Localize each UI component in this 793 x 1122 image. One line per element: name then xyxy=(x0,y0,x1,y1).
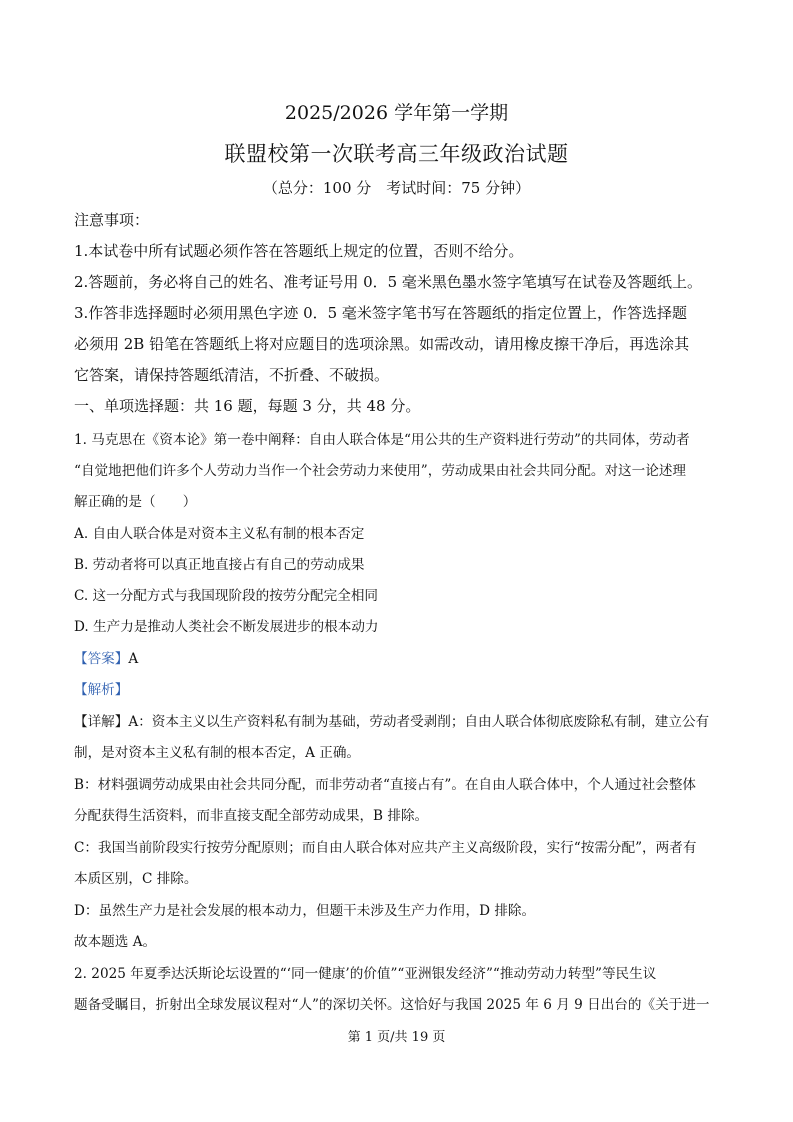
note-item: 必须用 2B 铅笔在答题纸上将对应题目的选项涂黑。如需改动，请用橡皮擦干净后，再选涂其 xyxy=(74,335,690,353)
analysis-line xyxy=(74,710,709,730)
answer-value: A xyxy=(128,651,139,667)
analysis-text: 本质区别，C 排除。 xyxy=(74,871,198,887)
note-item: 2.答题前，务必将自己的姓名、准考证号用 0．5 毫米黑色墨水签字笔填写在试卷及答题纸上。 xyxy=(74,273,702,291)
analysis-text: A：资本主义以生产资料私有制为基础，劳动者受剥削；自由人联合体彻底废除私有制，建立公有 xyxy=(128,714,710,730)
score-time-info: （总分：100 分 考试时间：75 分钟） xyxy=(262,179,531,197)
answer-line xyxy=(74,647,138,667)
analysis-text: 分配获得生活资料，而非直接支配全部劳动成果，B 排除。 xyxy=(74,808,429,824)
analysis-tag: 【解析】 xyxy=(74,682,129,698)
analysis-text: 故本题选 A。 xyxy=(74,934,157,950)
notes-heading: 注意事项： xyxy=(74,211,150,229)
option-d: D. 生产力是推动人类社会不断发展进步的根本动力 xyxy=(74,619,379,635)
exam-title: 联盟校第一次联考高三年级政治试题 xyxy=(224,142,569,166)
answer-tag: 【答案】 xyxy=(74,651,129,667)
question-1-stem: 解正确的是（ ） xyxy=(74,494,197,510)
note-item: 1.本试卷中所有试题必须作答在答题纸上规定的位置，否则不给分。 xyxy=(74,242,524,260)
section-heading: 一、单项选择题：共 16 题，每题 3 分，共 48 分。 xyxy=(74,397,421,415)
year-term-title: 2025/2026 学年第一学期 xyxy=(284,102,509,124)
option-c: C. 这一分配方式与我国现阶段的按劳分配完全相同 xyxy=(74,588,379,604)
analysis-text: B：材料强调劳动成果由社会共同分配，而非劳动者“直接占有”。在自由人联合体中，个人通过社会整体 xyxy=(74,777,697,793)
note-item: 它答案，请保持答题纸清洁，不折叠、不破损。 xyxy=(74,366,390,384)
option-a: A. 自由人联合体是对资本主义私有制的根本否定 xyxy=(74,526,365,542)
detail-tag: 【详解】 xyxy=(74,714,129,730)
analysis-text: 制，是对资本主义私有制的根本否定，A 正确。 xyxy=(74,745,361,761)
question-2-stem: 2. 2025 年夏季达沃斯论坛设置的“‘同一健康’的价值”“亚洲银发经济”“推动劳动力转型”等民生议 xyxy=(74,966,657,982)
option-b: B. 劳动者将可以真正地直接占有自己的劳动成果 xyxy=(74,557,365,573)
question-1-stem: “自觉地把他们许多个人劳动力当作一个社会劳动力来使用”，劳动成果由社会共同分配。对这一论述理 xyxy=(74,463,687,479)
question-2-stem: 题备受瞩目，折射出全球发展议程对“人”的深切关怀。这恰好与我国 2025 年 6 月 9 日出台的《关于进一 xyxy=(74,997,710,1013)
page-number: 第 1 页/共 19 页 xyxy=(347,1030,446,1045)
question-1-stem: 1. 马克思在《资本论》第一卷中阐释：自由人联合体是“用公共的生产资料进行劳动”的共同体，劳动者 xyxy=(74,432,690,448)
analysis-text: C：我国当前阶段实行按劳分配原则；而自由人联合体对应共产主义高级阶段，实行“按需分配”，两者有 xyxy=(74,840,697,856)
analysis-text: D：虽然生产力是社会发展的根本动力，但题干未涉及生产力作用，D 排除。 xyxy=(74,903,536,919)
note-item: 3.作答非选择题时必须用黑色字迹 0．5 毫米签字笔书写在答题纸的指定位置上，作答选择题 xyxy=(74,304,687,322)
